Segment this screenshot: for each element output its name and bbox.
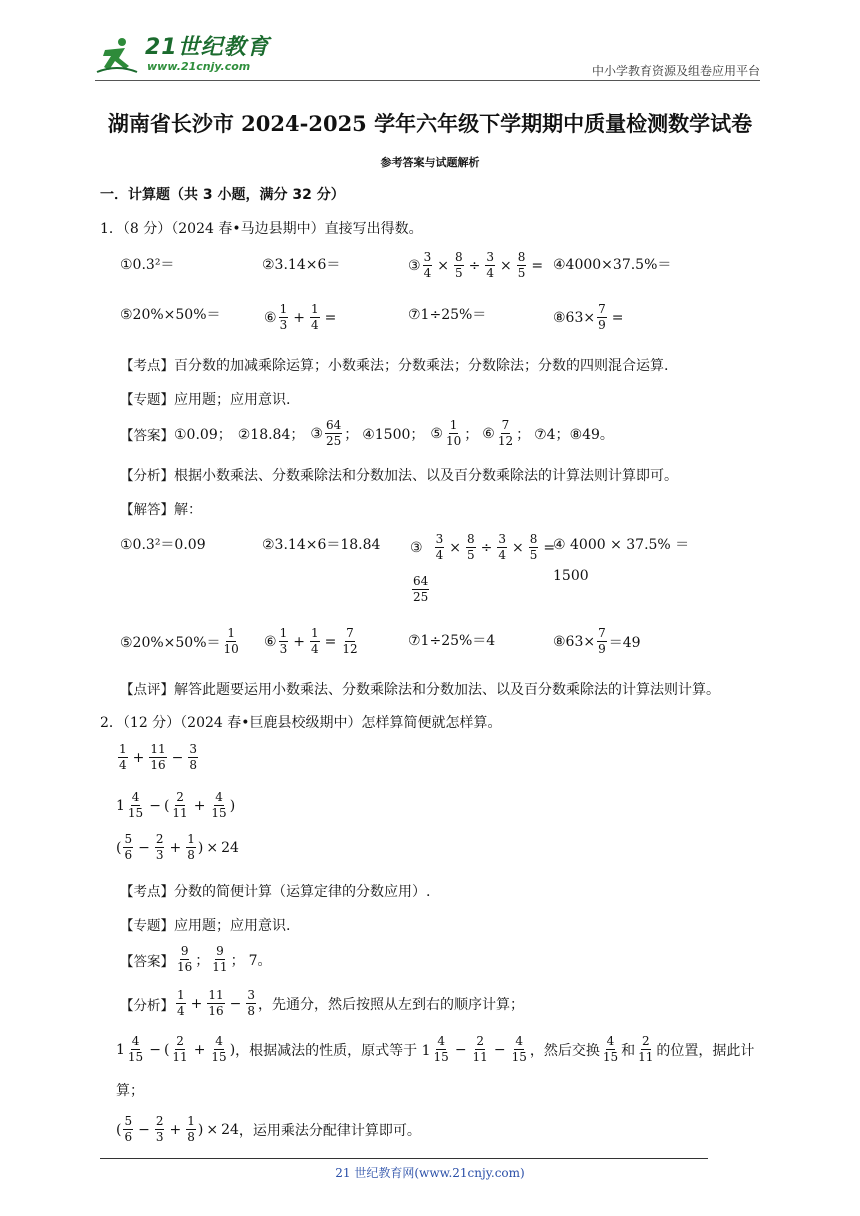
- q2-zhuanti: 【专题】应用题；应用意识.: [120, 918, 291, 934]
- q1-item-5: ⑤20%×50%＝: [120, 307, 221, 323]
- runner-logo-icon: [95, 36, 139, 76]
- q2-fenxi-2: 1 $\frac{4}{15}$ − ( $\frac{2}{11}$ + $\frac{4}{15}$ ) ，根据减法的性质，原式等于 1 $\frac{4}{15}$ − $\frac{2}{11}$ − $\frac{4}{15}$ ，然后交换 $\frac{4}{15}$ 和 $\frac{2}{11}$ 的位置，据此计: [116, 1034, 755, 1064]
- q2-fenxi-4: ( $\frac{5}{6}$ − $\frac{2}{3}$ + $\frac{1}{8}$ ) × 24 ，运用乘法分配律计算即可。: [116, 1114, 421, 1144]
- q1-sol-4-result: 1500: [553, 568, 589, 584]
- q2-fenxi-3: 算；: [116, 1083, 144, 1099]
- q1-fenxi: 【分析】根据小数乘法、分数乘除法和分数加法、以及百分数乘除法的计算法则计算即可。: [120, 468, 678, 484]
- site-logo[interactable]: [95, 36, 270, 76]
- q2-fenxi-1: 【分析】 $\frac{1}{4}$ + $\frac{11}{16}$ − $\frac{3}{8}$ ，先通分，然后按照从左到右的顺序计算；: [120, 988, 525, 1018]
- page-header: [95, 36, 760, 82]
- q1-jieda: 【解答】解：: [120, 502, 202, 518]
- page-subtitle: 参考答案与试题解析: [380, 156, 480, 169]
- page-title: 湖南省长沙市 2024-2025 学年六年级下学期期中质量检测数学试卷: [107, 111, 753, 136]
- q2-expr-1: $\frac{1}{4}$ + $\frac{11}{16}$ − $\frac{3}{8}$: [119, 742, 198, 772]
- q1-stem: 1．（8 分）（2024 春•马边县期中）直接写出得数。: [100, 221, 423, 237]
- q2-expr-3: ( $\frac{5}{6}$ − $\frac{2}{3}$ + $\frac{1}{8}$ ) × 24: [116, 832, 239, 862]
- header-platform-text: 中小学教育资源及组卷应用平台: [591, 64, 760, 78]
- q2-stem: 2．（12 分）（2024 春•巨鹿县校级期中）怎样算简便就怎样算。: [100, 715, 502, 731]
- q1-dianping: 【点评】解答此题要运用小数乘法、分数乘除法和分数加法、以及百分数乘除法的计算法则计算。: [120, 682, 720, 698]
- page-footer[interactable]: 21 世纪教育网(www.21cnjy.com): [335, 1166, 525, 1180]
- q1-item-1: ①0.3²＝: [120, 257, 175, 273]
- q2-kaodian: 【考点】分数的简便计算（运算定律的分数应用）.: [120, 884, 431, 900]
- q1-sol-3-result: $\frac{64}{25}$: [413, 574, 429, 604]
- q1-item-6: ⑥ $\frac{1}{3}$ + $\frac{1}{4}$ =: [264, 302, 337, 332]
- q1-zhuanti: 【专题】应用题；应用意识.: [120, 392, 291, 408]
- q2-answer: 【答案】 $\frac{9}{16}$ ； $\frac{9}{11}$ ； 7。: [120, 944, 272, 974]
- q1-sol-8: ⑧63× $\frac{7}{9}$ ＝49: [553, 626, 641, 656]
- footer-divider: [100, 1158, 708, 1159]
- q1-sol-5: ⑤20%×50%＝ $\frac{1}{10}$: [120, 626, 239, 656]
- q1-sol-1: ①0.3²＝0.09: [120, 537, 206, 553]
- q1-item-7: ⑦1÷25%＝: [408, 307, 487, 323]
- q1-sol-6: ⑥ $\frac{1}{3}$ + $\frac{1}{4}$ = $\frac{7}{12}$: [264, 626, 358, 656]
- q1-answer: 【答案】 ①0.09； ②18.84； ③ $\frac{64}{25}$ ； ④1500； ⑤ $\frac{1}{10}$ ； ⑥ $\frac{7}{12}$ ； ⑦4； ⑧49。: [120, 418, 614, 448]
- section-heading: 一．计算题（共 3 小题，满分 32 分）: [100, 187, 345, 203]
- q1-sol-4: ④ 4000 × 37.5% ＝: [553, 537, 690, 553]
- header-divider: [95, 80, 760, 81]
- q1-item-2: ②3.14×6＝: [262, 257, 341, 273]
- q1-sol-2: ②3.14×6＝18.84: [262, 537, 381, 553]
- q1-item-3: ③ $\frac{3}{4}$ × $\frac{8}{5}$ ÷ $\frac{3}{4}$ × $\frac{8}{5}$ =: [408, 250, 544, 280]
- logo-title: 21世纪教育: [145, 35, 270, 60]
- logo-url: www.21cnjy.com: [147, 60, 251, 73]
- q2-expr-2: 1 $\frac{4}{15}$ − ( $\frac{2}{11}$ + $\frac{4}{15}$ ): [116, 790, 236, 820]
- q1-item-4: ④4000×37.5%＝: [553, 257, 672, 273]
- q1-sol-7: ⑦1÷25%＝4: [408, 633, 496, 649]
- q1-kaodian: 【考点】百分数的加减乘除运算；小数乘法；分数乘法；分数除法；分数的四则混合运算.: [120, 358, 669, 374]
- q1-sol-3: ③ $\frac{3}{4}$ × $\frac{8}{5}$ ÷ $\frac{3}{4}$ × $\frac{8}{5}$ =: [410, 532, 556, 562]
- q1-item-8: ⑧63× $\frac{7}{9}$ =: [553, 302, 624, 332]
